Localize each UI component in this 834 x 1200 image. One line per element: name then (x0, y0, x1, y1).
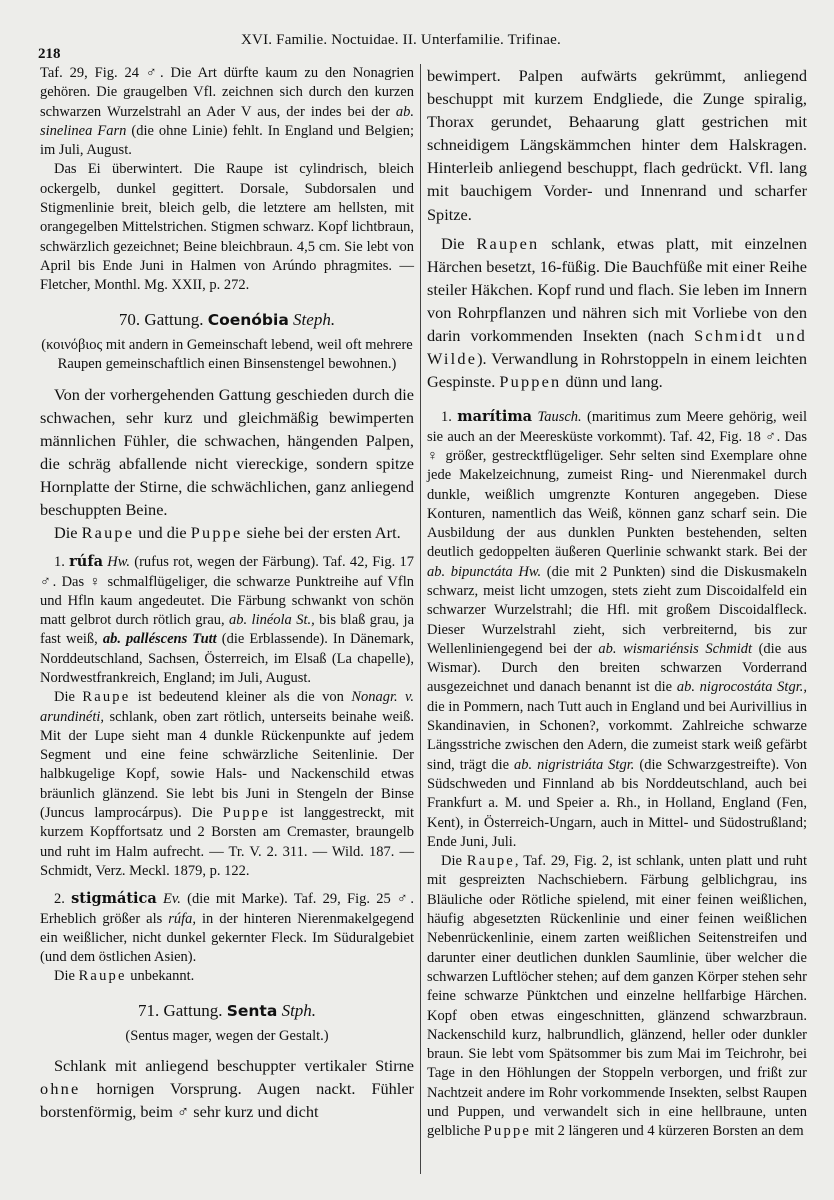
paragraph-larva-pupa-note: Die Raupe und die Puppe siehe bei der ersten Art. (54, 523, 401, 543)
species-entry-rufa: 1. rúfa Hw. (rufus rot, wegen der Färbung). Taf. 42, Fig. 17 ♂. Das ♀ schmalflügeliger, die schwarze Punktreihe auf Vfln und Hfln kaum angedeutet. Die Färbung schwankt von schön matt gelbrot durch rötlich grau, ab. linéola St., bis blaß grau, ja fast weiß, ab. palléscens Tutt (die Erblassende). In Dänemark, Norddeutschland, Sachsen, Österreich, im Elsaß (La chapelle), Nordwestfrankreich, England; im Juli, August. (40, 553, 415, 686)
running-title: XVI. Familie. Noctuidae. II. Unterfamilie. Trifinae. (241, 32, 561, 48)
left-column (40, 64, 414, 1124)
paragraph-egg-larva: Das Ei überwintert. Die Raupe ist cylindrisch, bleich ockergelb, dunkel gegittert. Dorsale, Subdorsalen und Stigmenlinie breit, bleich gelb, die letztere am hellsten, mit orangegelben Mittelstrichen. Stigmen schwarz. Kopf lichtbraun, schwärzlich gezeichnet; Beine bleichbraun. 4,5 cm. Sie lebt von April bis Ende Juni in Halmen von Arúndo phragmites. — Fletcher, Monthl. Mg. XXII, p. 272. (40, 161, 414, 294)
genus-etymology-71: (Sentus mager, wegen der Gestalt.) (125, 1027, 329, 1044)
genus-heading-71: 71. Gattung. Senta Stph. (137, 1000, 317, 1020)
page-number: 218 (38, 46, 61, 62)
larva-note-stigmatica: Die Raupe unbekannt. (54, 968, 195, 985)
species-entry-maritima: 1. marítima Tausch. (maritimus zum Meere gehörig, weil sie auch an der Meeresküste vorkommt). Taf. 42, Fig. 18 ♂. Das ♀ größer, gestrecktflügeliger. Sehr selten sind Exemplare ohne jede Makelzeichnung, zumeist Ring- und Nierenmakel durch dunkle, weißlich umgrenzte Konturen angegeben. Diese Konturen, namentlich das Weiß, können ganz scharf sein. Die Ausbildung der aus dunklen Punkten bestehenden, selten deutlich gedoppelten äußeren Querlinie schwankt stark. Bei der ab. bipunctáta Hw. (die mit 2 Punkten) sind die Diskusmakeln schwarz, meist licht umzogen, stets zieht zum Discoidalfeld ein schwarzer Wurzelstrahl; die Hfl. mit großem Discoidalfleck. Dieser Wurzelstrahl zieht, sich verbreiternd, bis zur Wellenliniengegend bei der ab. wismariénsis Schmidt (die aus Wismar). Durch den breiten schwarzen Vorderrand ausgezeichnet und danach benannt ist die ab. nigrocostáta Stgr., die in Pommern, nach Tutt auch in England und bei Aurivillius in Skandinavien, in Schonen?, vorkommt. Zahlreiche schwarze Längsstriche zwischen den Adern, die zumeist stark weiß gefärbt sind, trägt die ab. nigristriáta Stgr. (die Schwarzgestreifte). Von Südschweden und Finnland ab bis Norddeutschland, auch bei Frankfurt a. M. und Speier a. Rh., in Holland, England (Fen, Kent), in Österreich-Ungarn, auch in Mittel- und Südostrußland; Ende Juni, Juli. (427, 408, 808, 850)
right-column (427, 64, 807, 1142)
genus-etymology-70: (κοινόβιος mit andern in Gemeinschaft lebend, weil oft mehrere Raupen gemeinschaftlich einen Binsenstengel bewohnen.) (41, 336, 413, 373)
paragraph-senta-continued: bewimpert. Palpen aufwärts gekrümmt, anliegend beschuppt mit kurzem Endgliede, die Zunge spiralig, Thorax gerundet, Behaarung glatt gestrichen mit schneidigem Längskämmchen hinter dem Halskragen. Hinterleib anliegend beschuppt, flach gedrückt. Vfl. lang mit bauchigem Vorder- und Innenrand und scharfer Spitze. (427, 66, 807, 224)
paragraph-carryover: Taf. 29, Fig. 24 ♂. Die Art dürfte kaum zu den Nonagrien gehören. Die graugelben Vfl. zeichnen sich durch den kurzen schwarzen Wurzelstrahl an Ader V aus, der indes bei der ab. sinelinea Farn (die ohne Linie) fehlt. In England und Belgien; im Juli, August. (40, 65, 414, 159)
paragraph-senta-larvae: Die Raupen schlank, etwas platt, mit einzelnen Härchen besetzt, 16-füßig. Die Bauchfüße mit einer Reihe steiler Häkchen. Kopf rund und flach. Sie leben im Innern von Rohrpflanzen und nähren sich mit Vorliebe von den darin vorkommenden Insekten (nach Schmidt und Wilde). Verwandlung in Rohrstoppeln in einem leichten Gespinste. Puppen dünn und lang. (427, 233, 808, 392)
paragraph-genus-description: Von der vorhergehenden Gattung geschieden durch die schwachen, sehr kurz und gleichmäßig bewimperten männlichen Fühler, die schwachen, hängenden Palpen, die schräg abfallende nicht viereckige, sondern spitze Hornplatte der Stirne, die schwächlichen, ganz anliegend beschuppten Beine. (40, 384, 414, 520)
larva-description-rufa: Die Raupe ist bedeutend kleiner als die von Nonagr. v. arundinéti, schlank, oben zart rötlich, unterseits beinahe weiß. Mit der Lupe sieht man 4 dunkle Rückenpunkte auf jedem Segment und eine feine schwärzliche Seitenlinie. Der halbkugelige Kopf, sowie Hals- und Nackenschild etwas bräunlich glänzend. Sie lebt bis Juni in Stengeln der Binse (Juncus lamprocárpus). Die Puppe ist langgestreckt, mit kurzem Kopffortsatz und 2 Borsten am Cremaster, braungelb und ruht im Halm aufrecht. — Tr. V. 2. 311. — Wild. 187. — Schmidt, Verz. Meckl. 1879, p. 122. (40, 689, 415, 879)
larva-description-maritima: Die Raupe, Taf. 29, Fig. 2, ist schlank, unten platt und ruht mit gespreizten Nachschiebern. Färbung gelblichgrau, ins Bläuliche oder Rötliche spielend, mit einer feinen weißlichen, häufig abgesetzten Rückenlinie und einer feinen weißlichen Nebenrückenlinie, einem zarten weißlichen Seitenstreifen und darunter einer deutlichen dunklen Saumlinie, über welcher die schwarzen Luftlöcher stehen; auf dem ganzen Körper stehen sehr feine schwarze Pünktchen und einzelne hellfarbige Härchen. Kopf oben etwas eingeschnitten, glänzend schwarzbraun. Nackenschild kurz, halbrundlich, glänzend, heller oder dunkler braun. Sie lebt vom Spätsommer bis zum Mai im Teichrohr, bei Tage in den Höhlungen der Stoppeln verborgen, und frißt zur Nachtzeit andere im Rohr vorkommende Insekten, selbst Raupen und Puppen, und verwandelt sich in eine hellbraune, unten gelbliche Puppe mit 2 längeren und 4 kürzeren Borsten an dem (427, 853, 808, 1140)
species-entry-stigmatica: 2. stigmática Ev. (die mit Marke). Taf. 29, Fig. 25 ♂. Erheblich größer als rúfa, in der hinteren Nierenmakelgegend ein weißlicher, nicht dunkel gekernter Fleck. Im Süduralgebiet (und dem östlichen Asien). (40, 890, 415, 966)
paragraph-senta-description: Schlank mit anliegend beschuppter vertikaler Stirne ohne hornigen Vorsprung. Augen nackt. Fühler borstenförmig, beim ♂ sehr kurz und dicht (40, 1056, 414, 1122)
page-header (38, 32, 804, 62)
column-divider (420, 64, 421, 1174)
genus-heading-70: 70. Gattung. Coenóbia Steph. (118, 309, 336, 329)
